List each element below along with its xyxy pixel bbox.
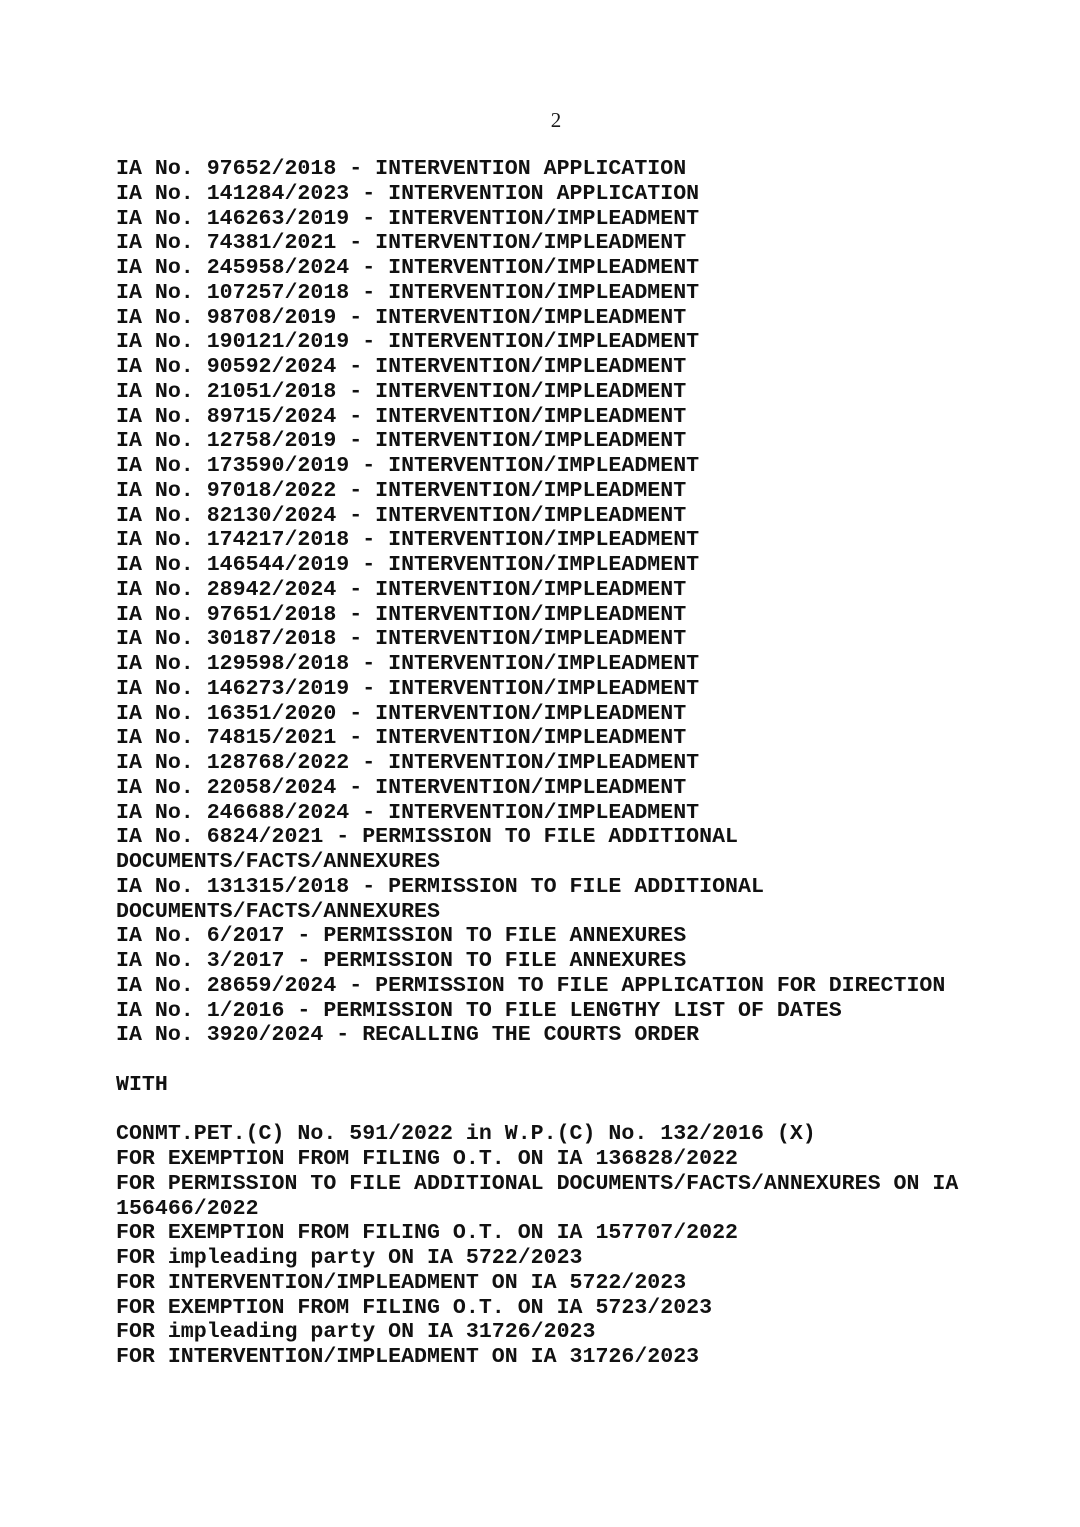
ia-line: IA No. 131315/2018 - PERMISSION TO FILE ADDITIONAL	[116, 874, 764, 899]
ia-line: IA No. 82130/2024 - INTERVENTION/IMPLEADMENT	[116, 503, 687, 528]
ia-line: IA No. 146263/2019 - INTERVENTION/IMPLEADMENT	[116, 206, 700, 231]
conmt-line-continuation: 156466/2022	[116, 1196, 259, 1221]
blank-line	[116, 1048, 1016, 1073]
ia-line: IA No. 173590/2019 - INTERVENTION/IMPLEADMENT	[116, 454, 700, 478]
ia-line: IA No. 97018/2022 - INTERVENTION/IMPLEADMENT	[116, 478, 687, 503]
ia-line: IA No. 28942/2024 - INTERVENTION/IMPLEADMENT	[116, 577, 687, 602]
conmt-line: FOR impleading party ON IA 5722/2023	[116, 1246, 583, 1270]
conmt-line: FOR PERMISSION TO FILE ADDITIONAL DOCUMENTS/FACTS/ANNEXURES ON IA	[116, 1171, 959, 1196]
ia-line: IA No. 97652/2018 - INTERVENTION APPLICATION	[116, 157, 687, 181]
ia-line: IA No. 97651/2018 - INTERVENTION/IMPLEADMENT	[116, 602, 687, 627]
ia-line: IA No. 190121/2019 - INTERVENTION/IMPLEADMENT	[116, 330, 700, 355]
document-body	[116, 157, 1016, 1370]
conmt-line: FOR INTERVENTION/IMPLEADMENT ON IA 5722/2023	[116, 1270, 687, 1295]
ia-line: IA No. 128768/2022 - INTERVENTION/IMPLEADMENT	[116, 751, 700, 775]
conmt-line: FOR INTERVENTION/IMPLEADMENT ON IA 31726/2023	[116, 1345, 700, 1369]
ia-line: IA No. 21051/2018 - INTERVENTION/IMPLEADMENT	[116, 379, 687, 404]
ia-line: IA No. 174217/2018 - INTERVENTION/IMPLEADMENT	[116, 528, 700, 553]
ia-line: IA No. 129598/2018 - INTERVENTION/IMPLEADMENT	[116, 652, 700, 676]
ia-line: IA No. 90592/2024 - INTERVENTION/IMPLEADMENT	[116, 355, 687, 379]
ia-line-continuation: DOCUMENTS/FACTS/ANNEXURES	[116, 899, 440, 924]
ia-list	[116, 157, 1016, 1048]
ia-line: IA No. 6824/2021 - PERMISSION TO FILE ADDITIONAL	[116, 825, 739, 850]
conmt-case-title: CONMT.PET.(C) No. 591/2022 in W.P.(C) No. 132/2016 (X)	[116, 1122, 816, 1147]
ia-line-continuation: DOCUMENTS/FACTS/ANNEXURES	[116, 850, 440, 874]
conmt-line: FOR EXEMPTION FROM FILING O.T. ON IA 157707/2022	[116, 1221, 739, 1246]
conmt-section	[116, 1122, 1016, 1370]
ia-line: IA No. 16351/2020 - INTERVENTION/IMPLEADMENT	[116, 701, 687, 726]
ia-line: IA No. 89715/2024 - INTERVENTION/IMPLEADMENT	[116, 404, 687, 429]
ia-line: IA No. 98708/2019 - INTERVENTION/IMPLEADMENT	[116, 305, 687, 330]
ia-line: IA No. 245958/2024 - INTERVENTION/IMPLEADMENT	[116, 256, 700, 280]
ia-line: IA No. 3920/2024 - RECALLING THE COURTS ORDER	[116, 1023, 700, 1048]
ia-line: IA No. 74381/2021 - INTERVENTION/IMPLEADMENT	[116, 231, 687, 256]
ia-line: IA No. 3/2017 - PERMISSION TO FILE ANNEXURES	[116, 949, 687, 973]
blank-line	[116, 1098, 1016, 1123]
ia-line: IA No. 74815/2021 - INTERVENTION/IMPLEADMENT	[116, 726, 687, 751]
conmt-line: FOR EXEMPTION FROM FILING O.T. ON IA 136828/2022	[116, 1147, 739, 1171]
ia-line: IA No. 1/2016 - PERMISSION TO FILE LENGTHY LIST OF DATES	[116, 998, 842, 1023]
conmt-line: FOR impleading party ON IA 31726/2023	[116, 1320, 596, 1345]
conmt-line: FOR EXEMPTION FROM FILING O.T. ON IA 5723/2023	[116, 1295, 713, 1320]
ia-line: IA No. 141284/2023 - INTERVENTION APPLICATION	[116, 181, 700, 206]
ia-line: IA No. 30187/2018 - INTERVENTION/IMPLEADMENT	[116, 627, 687, 652]
ia-line: IA No. 28659/2024 - PERMISSION TO FILE APPLICATION FOR DIRECTION	[116, 973, 946, 998]
page-number: 2	[550, 108, 562, 132]
ia-line: IA No. 146544/2019 - INTERVENTION/IMPLEADMENT	[116, 553, 700, 577]
ia-line: IA No. 246688/2024 - INTERVENTION/IMPLEADMENT	[116, 800, 700, 825]
ia-line: IA No. 107257/2018 - INTERVENTION/IMPLEADMENT	[116, 280, 700, 305]
ia-line: IA No. 12758/2019 - INTERVENTION/IMPLEADMENT	[116, 429, 687, 454]
ia-line: IA No. 6/2017 - PERMISSION TO FILE ANNEXURES	[116, 924, 687, 949]
with-heading: WITH	[116, 1072, 168, 1097]
ia-line: IA No. 22058/2024 - INTERVENTION/IMPLEADMENT	[116, 775, 687, 800]
ia-line: IA No. 146273/2019 - INTERVENTION/IMPLEADMENT	[116, 676, 700, 701]
